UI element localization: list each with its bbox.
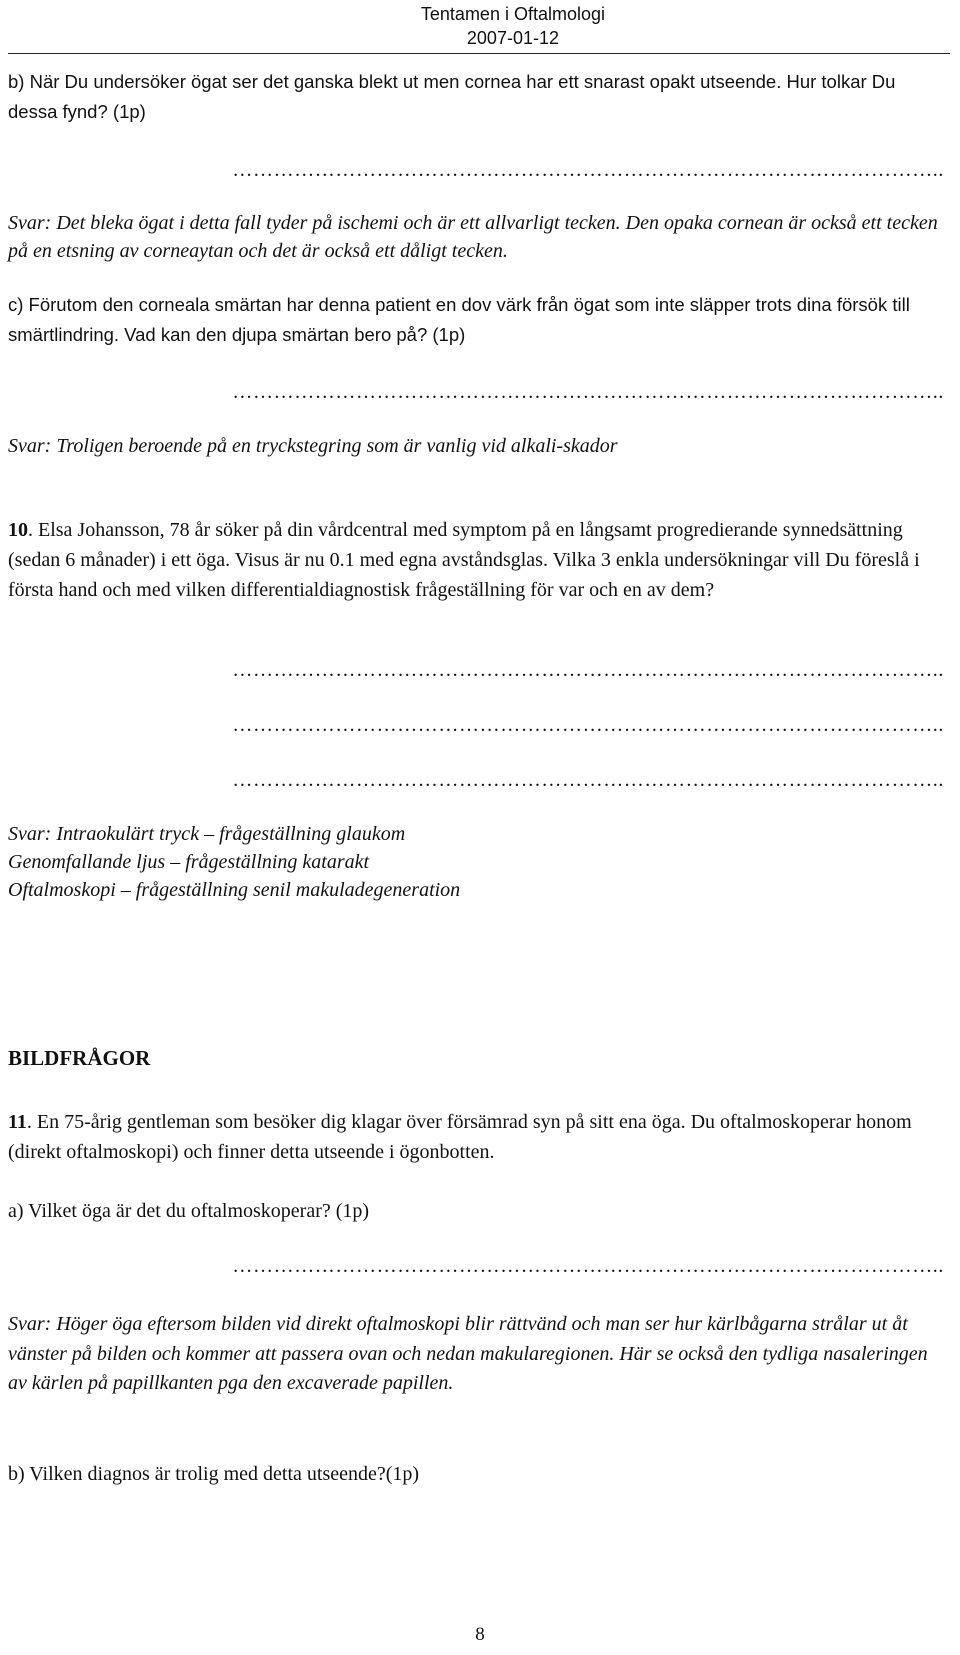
answer-10-line-2: Genomfallande ljus – frågeställning katarakt bbox=[8, 851, 370, 873]
answer-9b: Svar: Det bleka ögat i detta fall tyder på ischemi och är ett allvarligt tecken. Den opaka cornean är också ett tecken på en etsning av corneaytan och det är också ett dåligt tecken. bbox=[8, 212, 938, 262]
question-11-number: 11 bbox=[8, 1111, 27, 1133]
question-11 bbox=[8, 1107, 944, 1167]
question-10 bbox=[8, 515, 944, 605]
answer-10-line-1: Svar: Intraokulärt tryck – frågeställning glaukom bbox=[8, 823, 406, 845]
answer-line-10-3: ………………………………………………………………………………………….. bbox=[232, 769, 944, 791]
answer-10 bbox=[8, 820, 944, 904]
answer-line-11a: ………………………………………………………………………………………….. bbox=[232, 1255, 944, 1277]
page-header bbox=[421, 2, 605, 50]
answer-line-9b: ………………………………………………………………………………………….. bbox=[232, 159, 944, 181]
question-11a: a) Vilket öga är det du oftalmoskoperar? (1p) bbox=[8, 1200, 370, 1222]
header-date: 2007-01-12 bbox=[466, 28, 559, 48]
answer-9c: Svar: Troligen beroende på en tryckstegring som är vanlig vid alkali-skador bbox=[8, 435, 618, 457]
answer-line-10-1: ………………………………………………………………………………………….. bbox=[232, 659, 944, 681]
question-11b: b) Vilken diagnos är trolig med detta utseende?(1p) bbox=[8, 1463, 420, 1485]
section-heading: BILDFRÅGOR bbox=[8, 1046, 151, 1070]
page-number: 8 bbox=[475, 1624, 485, 1645]
answer-11a: Svar: Höger öga eftersom bilden vid direkt oftalmoskopi blir rättvänd och man ser hur kärlbågarna strålar ut åt vänster på bilden och kommer att passera ovan och nedan makularegionen. Här se också den tydliga nasaleringen av kärlen på papillkanten pga den excaverade papillen. bbox=[8, 1313, 928, 1394]
header-divider bbox=[8, 53, 950, 54]
answer-line-9c: ………………………………………………………………………………………….. bbox=[232, 381, 944, 403]
answer-10-line-3: Oftalmoskopi – frågeställning senil makuladegeneration bbox=[8, 879, 461, 901]
question-9b: b) När Du undersöker ögat ser det ganska blekt ut men cornea har ett snarast opakt utseende. Hur tolkar Du dessa fynd? (1p) bbox=[8, 71, 896, 122]
question-10-number: 10 bbox=[8, 519, 28, 541]
header-title: Tentamen i Oftalmologi bbox=[420, 4, 605, 24]
answer-line-10-2: ………………………………………………………………………………………….. bbox=[232, 714, 944, 736]
question-11-text: . En 75-årig gentleman som besöker dig klagar över försämrad syn på sitt ena öga. Du oftalmoskoperar honom (direkt oftalmoskopi) och finner detta utseende i ögonbotten. bbox=[8, 1111, 912, 1163]
question-9c: c) Förutom den corneala smärtan har denna patient en dov värk från ögat som inte släpper trots dina försök till smärtlindring. Vad kan den djupa smärtan bero på? (1p) bbox=[8, 294, 910, 345]
question-10-text: . Elsa Johansson, 78 år söker på din vårdcentral med symptom på en långsamt progredierande synnedsättning (sedan 6 månader) i ett öga. Visus är nu 0.1 med egna avståndsglas. Vilka 3 enkla undersökningar vill Du föreslå i första hand och med vilken differentialdiagnostisk frågeställning för var och en av dem? bbox=[8, 519, 920, 601]
